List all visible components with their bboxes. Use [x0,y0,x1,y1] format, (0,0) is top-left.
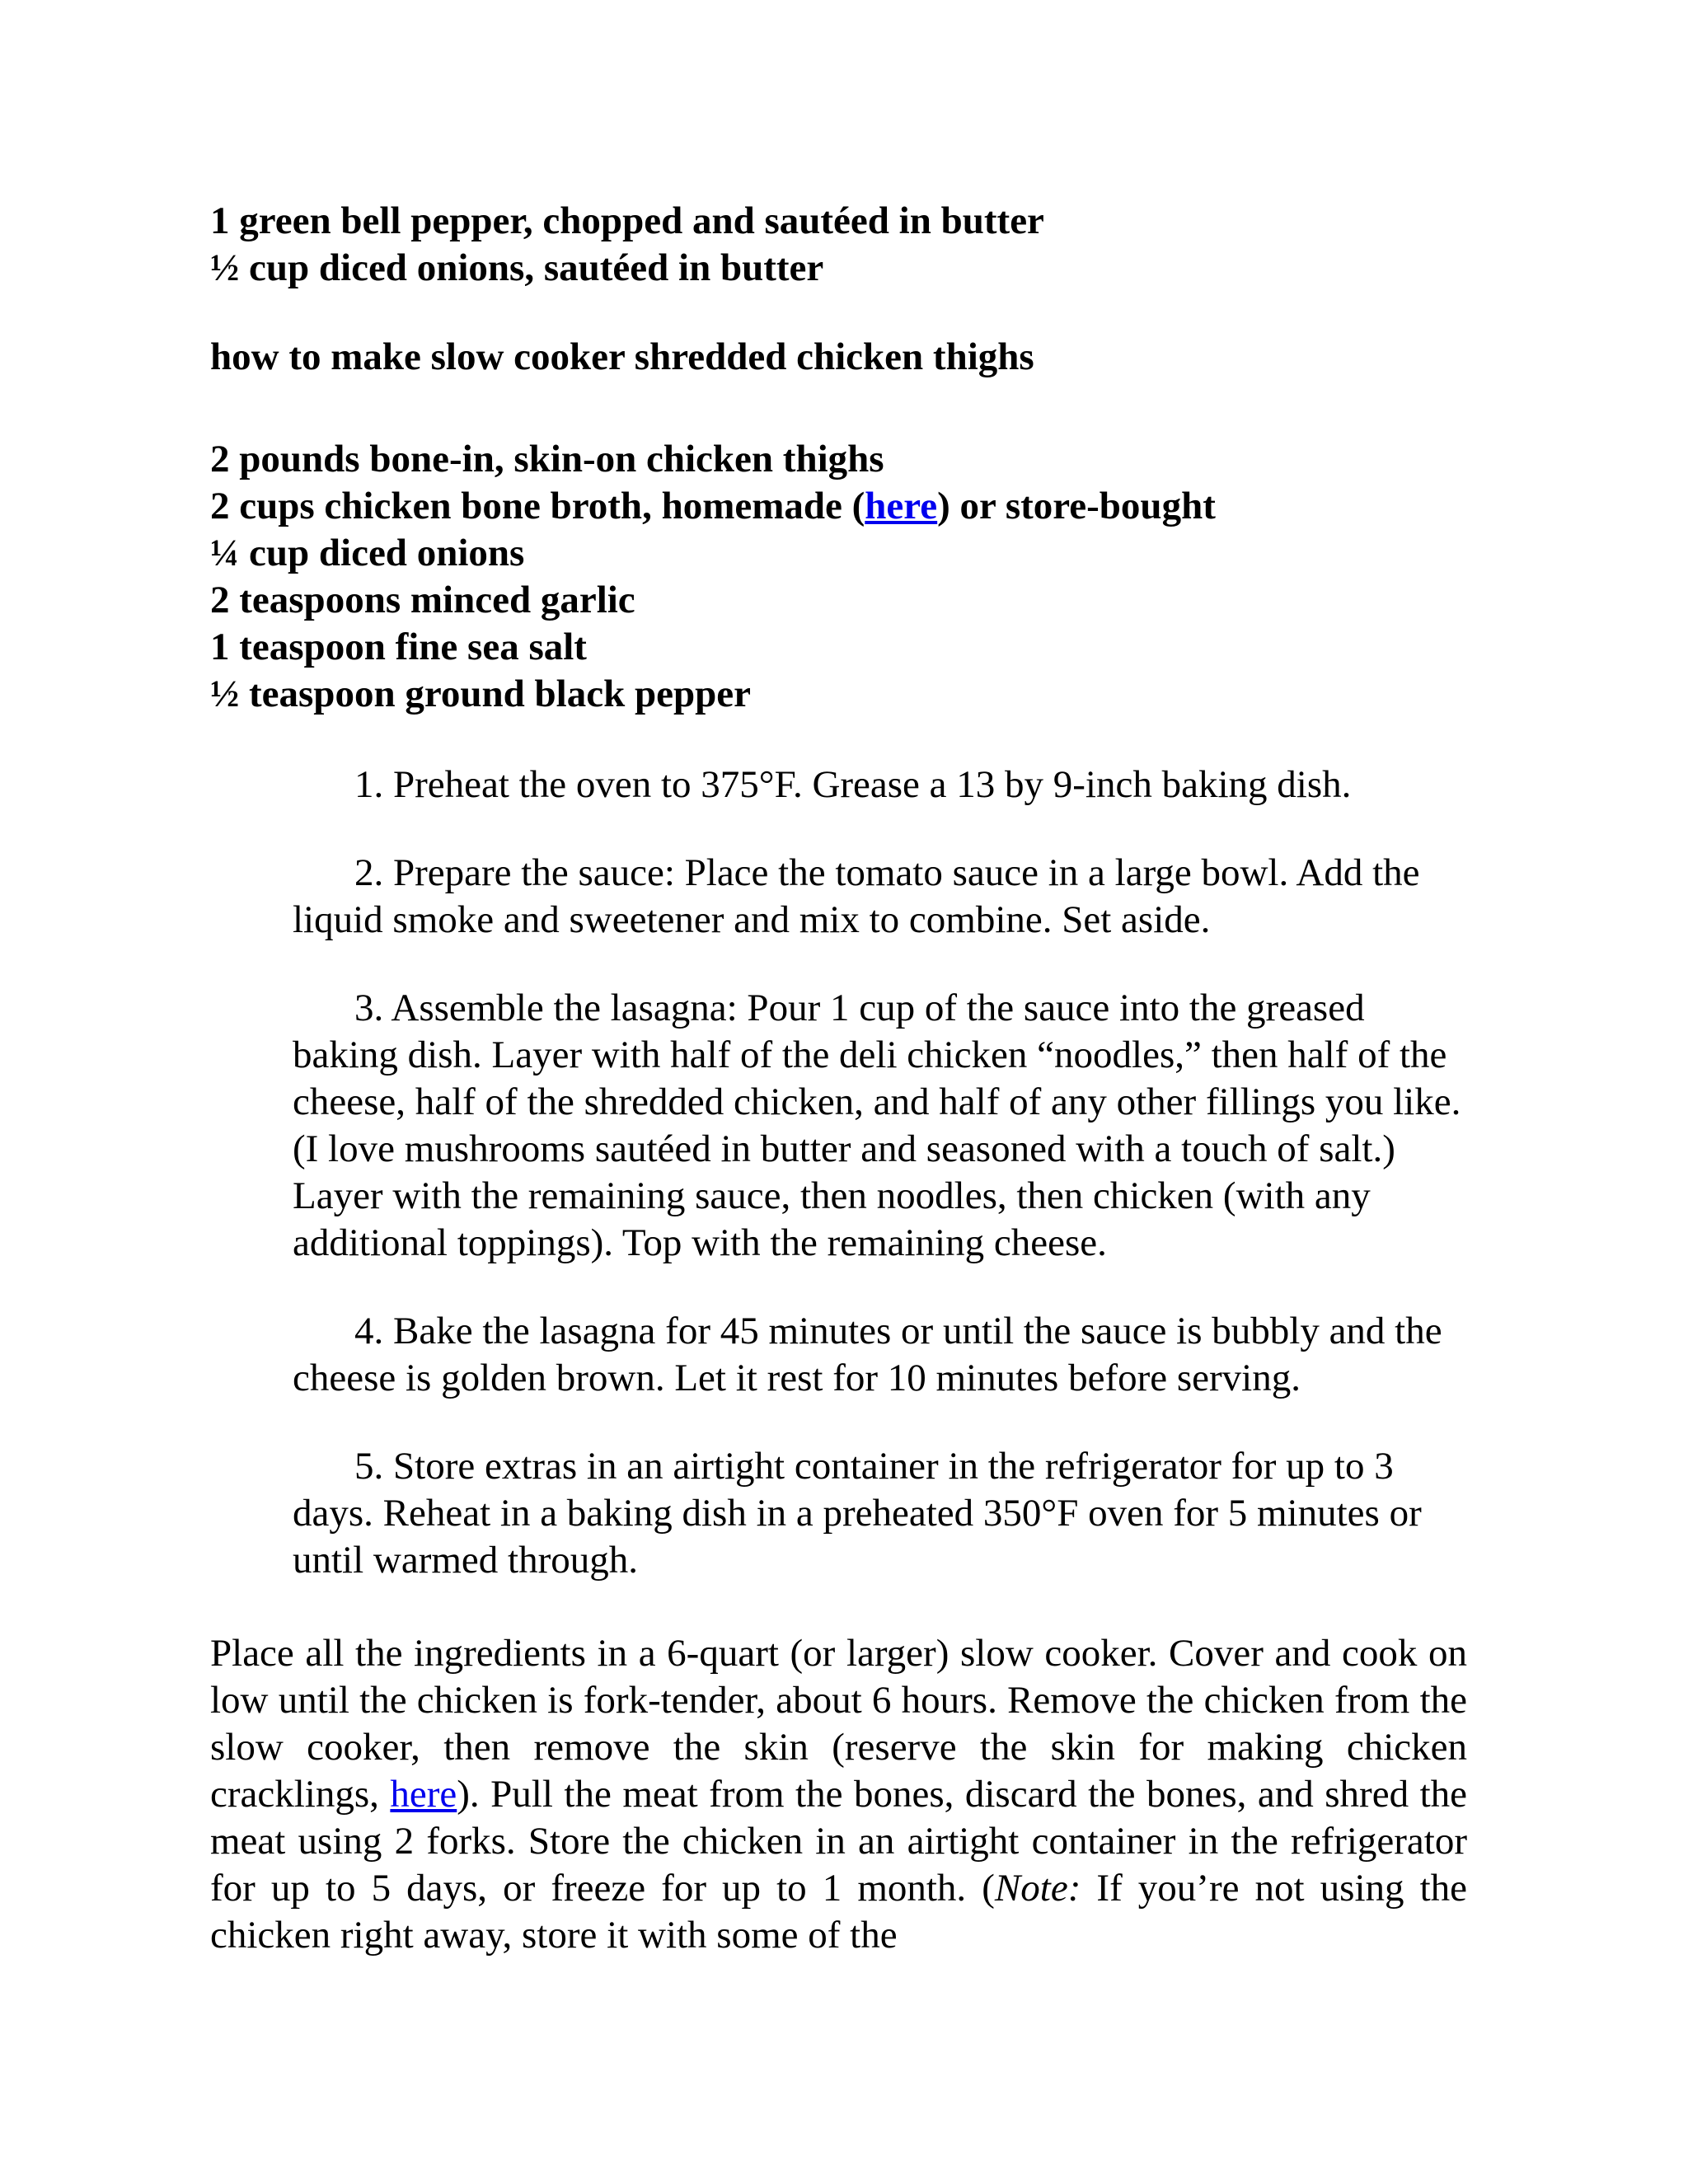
ingredient-line: 2 pounds bone-in, skin-on chicken thighs [210,438,884,480]
top-ingredients-list [210,198,1470,292]
instruction-step: 2. Prepare the sauce: Place the tomato sauce in a large bowl. Add the liquid smoke and sweetener and mix to combine. Set aside. [293,851,1420,941]
ingredient-line: 1 green bell pepper, chopped and sautéed in butter [210,199,1044,242]
section-heading-block [210,334,1470,381]
chicken-ingredients-list [210,436,1470,718]
instruction-step: 3. Assemble the lasagna: Pour 1 cup of the sauce into the greased baking dish. Layer with half of the deli chicken “noodles,” then half of the cheese, half of the shredded chicken, and half of any other fillings you like. (I love mushrooms sautéed in butter and seasoned with a touch of salt.) Layer with the remaining sauce, then noodles, then chicken (with any additional toppings). Top with the remaining cheese. [293,987,1461,1264]
instruction-steps [293,762,1463,1625]
ingredient-line: ½ teaspoon ground black pepper [210,673,751,715]
note-label: Note: [994,1867,1081,1910]
paragraph-text: Place all the ingredients in a 6-quart (or larger) slow cooker. Cover and cook on low until the chicken is fork-tender, about 6 hours. Remove the chicken from the slow cooker, then remove the skin (reserve the skin for making chicken cracklings, [210,1632,1467,1816]
ingredient-text: ) or store-bought [937,485,1216,527]
ingredient-line: ¼ cup diced onions [210,532,525,574]
paragraph-text: ). Pull the meat from the bones, discard the bones, and shred the meat using 2 forks. Store the chicken in an airtight container in the refrigerator for up to 5 days, or freeze for up to 1 month. ( [210,1773,1467,1910]
slow-cooker-instructions [210,1630,1467,1959]
ingredient-line: 2 teaspoons minced garlic [210,579,635,621]
instruction-step: 1. Preheat the oven to 375°F. Grease a 13 by 9-inch baking dish. [354,763,1352,806]
ingredient-line: 1 teaspoon fine sea salt [210,626,587,668]
chicken-cracklings-link[interactable]: here [390,1773,457,1816]
section-heading: how to make slow cooker shredded chicken thighs [210,335,1034,378]
instruction-step: 4. Bake the lasagna for 45 minutes or until the sauce is bubbly and the cheese is golden brown. Let it rest for 10 minutes before serving. [293,1310,1442,1399]
paragraph-text: If you’re not using the chicken right away, store it with some of the [210,1867,1467,1957]
ingredient-line: ½ cup diced onions, sautéed in butter [210,246,824,289]
ingredient-text: 2 cups chicken bone broth, homemade ( [210,485,865,527]
ingredient-line-broth [210,483,1470,530]
bone-broth-link[interactable]: here [865,485,938,527]
instruction-step: 5. Store extras in an airtight container in the refrigerator for up to 3 days. Reheat in a baking dish in a preheated 350°F oven for 5 minutes or until warmed through. [293,1445,1422,1582]
